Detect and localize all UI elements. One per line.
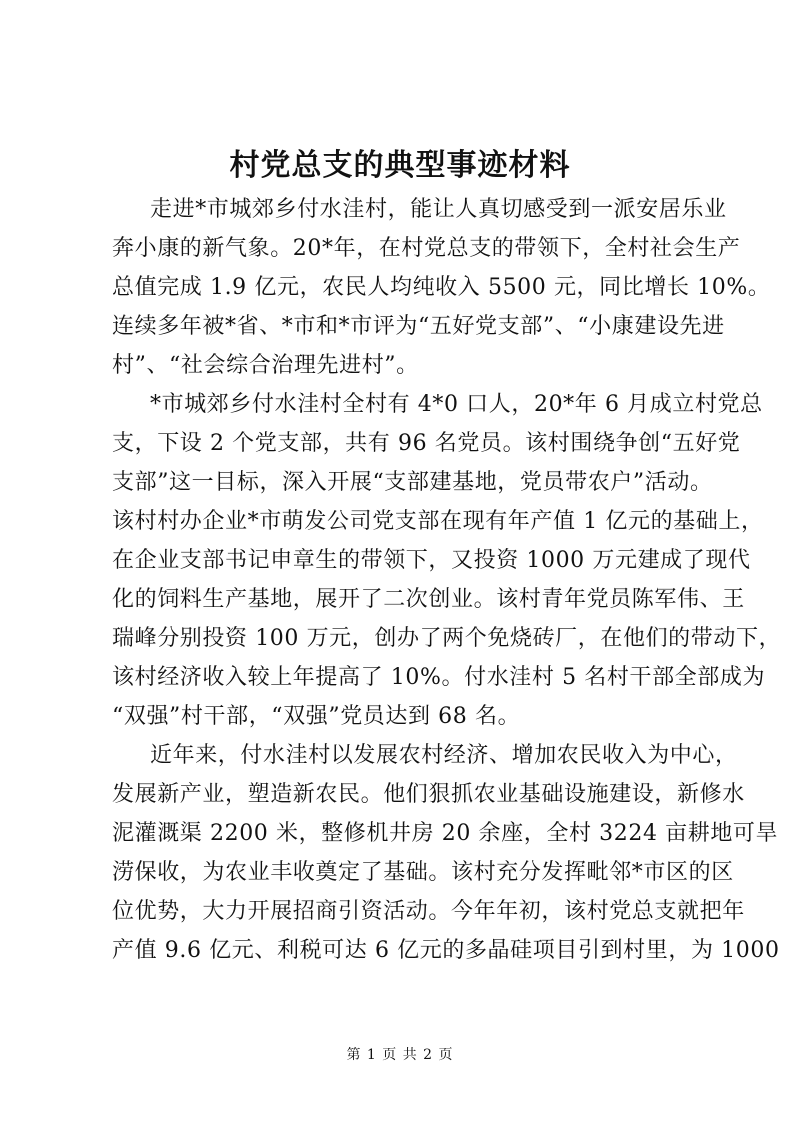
paragraph-line: 产值 9.6 亿元、利税可达 6 亿元的多晶硅项目引到村里，为 1000 [112, 938, 780, 963]
paragraph-line: *市城郊乡付水洼村全村有 4*0 口人，20*年 6 月成立村党总 [150, 392, 763, 417]
paragraph-line: 发展新产业，塑造新农民。他们狠抓农业基础设施建设，新修水 [112, 782, 745, 807]
paragraph-line: 化的饲料生产基地，展开了二次创业。该村青年党员陈军伟、王 [112, 587, 745, 612]
paragraph-line: 位优势，大力开展招商引资活动。今年年初，该村党总支就把年 [112, 899, 745, 924]
paragraph-line: 连续多年被*省、*市和*市评为“五好党支部”、“小康建设先进 [112, 314, 725, 339]
paragraph-line: 涝保收，为农业丰收奠定了基础。该村充分发挥毗邻*市区的区 [112, 860, 734, 885]
paragraph-line: 该村村办企业*市萌发公司党支部在现有年产值 1 亿元的基础上， [112, 509, 764, 534]
paragraph-line: 支部”这一目标，深入开展“支部建基地，党员带农户”活动。 [112, 470, 713, 495]
paragraph-line: “双强”村干部，“双强”党员达到 68 名。 [112, 704, 521, 729]
paragraph-line: 该村经济收入较上年提高了 10%。付水洼村 5 名村干部全部成为 [112, 665, 766, 690]
paragraph-line: 走进*市城郊乡付水洼村，能让人真切感受到一派安居乐业 [150, 197, 727, 222]
paragraph-line: 总值完成 1.9 亿元，农民人均纯收入 5500 元，同比增长 10%。 [112, 275, 771, 300]
paragraph-line: 村”、“社会综合治理先进村”。 [112, 353, 419, 378]
paragraph-line: 支，下设 2 个党支部，共有 96 名党员。该村围绕争创“五好党 [112, 431, 741, 456]
document-title: 村党总支的典型事迹材料 [229, 148, 571, 183]
paragraph-line: 近年来，付水洼村以发展农村经济、增加农民收入为中心， [150, 743, 738, 768]
paragraph-line: 泥灌溉渠 2200 米，整修机井房 20 余座，全村 3224 亩耕地可旱 [112, 821, 779, 846]
paragraph-line: 奔小康的新气象。20*年，在村党总支的带领下，全村社会生产 [112, 236, 741, 261]
paragraph-line: 在企业支部书记申章生的带领下，又投资 1000 万元建成了现代 [112, 548, 751, 573]
page-number-footer: 第 1 页 共 2 页 [346, 1047, 454, 1063]
paragraph-line: 瑞峰分别投资 100 万元，创办了两个免烧砖厂，在他们的带动下， [112, 626, 782, 651]
